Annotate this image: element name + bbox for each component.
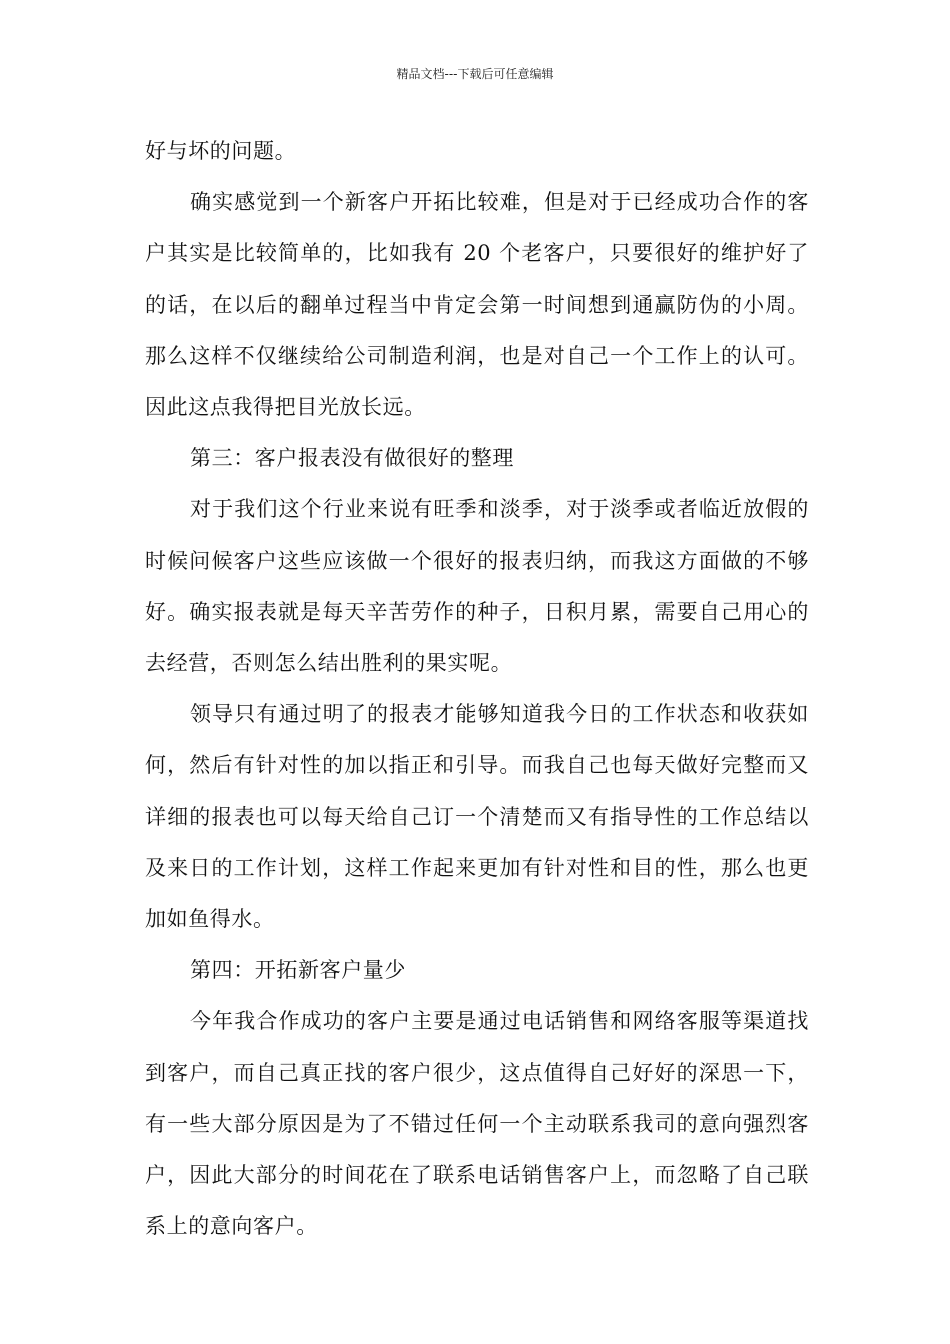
paragraph: 确实感觉到一个新客户开拓比较难，但是对于已经成功合作的客户其实是比较简单的，比如我有 20 个老客户，只要很好的维护好了的话，在以后的翻单过程当中肯定会第一时间想到通赢防伪的小周。那么这样不仅继续给公司制造利润，也是对自己一个工作上的认可。因此这点我得把目光放长远。	[145, 190, 809, 420]
section-heading: 第四：开拓新客户量少	[190, 958, 406, 983]
section-heading: 第三：客户报表没有做很好的整理	[190, 446, 514, 471]
page-header: 精品文档---下载后可任意编辑	[396, 67, 554, 81]
paragraph: 领导只有通过明了的报表才能够知道我今日的工作状态和收获如何，然后有针对性的加以指正和引导。而我自己也每天做好完整而又详细的报表也可以每天给自己订一个清楚而又有指导性的工作总结以及来日的工作计划，这样工作起来更加有针对性和目的性，那么也更加如鱼得水。	[145, 702, 809, 932]
paragraph: 好与坏的问题。	[145, 139, 297, 163]
document-body	[145, 126, 809, 1252]
paragraph: 今年我合作成功的客户主要是通过电话销售和网络客服等渠道找到客户，而自己真正找的客户很少，这点值得自己好好的深思一下，有一些大部分原因是为了不错过任何一个主动联系我司的意向强烈客户，因此大部分的时间花在了联系电话销售客户上，而忽略了自己联系上的意向客户。	[145, 1009, 809, 1239]
paragraph: 对于我们这个行业来说有旺季和淡季，对于淡季或者临近放假的时候问候客户这些应该做一个很好的报表归纳，而我这方面做的不够好。确实报表就是每天辛苦劳作的种子，日积月累，需要自己用心的去经营，否则怎么结出胜利的果实呢。	[145, 497, 809, 676]
